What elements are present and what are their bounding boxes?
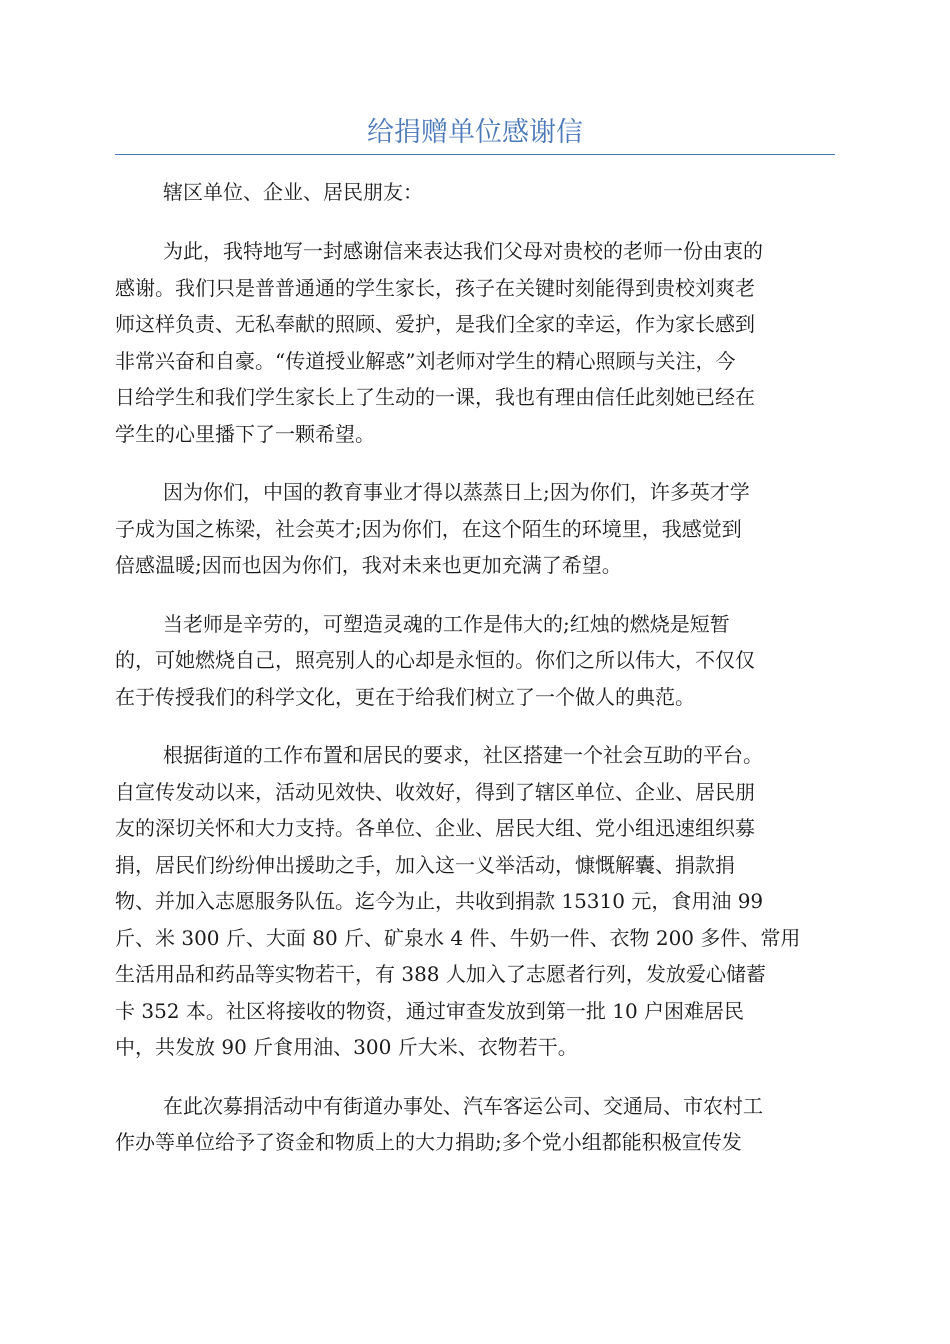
paragraph-line: 非常兴奋和自豪。“传道授业解惑”刘老师对学生的精心照顾与关注，今 xyxy=(115,348,736,373)
paragraph-line: 子成为国之栋梁，社会英才;因为你们，在这个陌生的环境里，我感觉到 xyxy=(115,516,742,541)
paragraph-line: 当老师是辛劳的，可塑造灵魂的工作是伟大的;红烛的燃烧是短暂 xyxy=(163,611,730,636)
paragraph-line: 中，共发放 90 斤食用油、300 斤大米、衣物若干。 xyxy=(115,1035,578,1059)
paragraph-line: 感谢。我们只是普普通通的学生家长，孩子在关键时刻能得到贵校刘爽老 xyxy=(115,275,755,300)
paragraph-line: 根据街道的工作布置和居民的要求，社区搭建一个社会互助的平台。 xyxy=(163,743,763,767)
paragraph-line: 在于传授我们的科学文化，更在于给我们树立了一个做人的典范。 xyxy=(115,684,695,709)
paragraph-line: 的，可她燃烧自己，照亮别人的心却是永恒的。你们之所以伟大，不仅仅 xyxy=(115,648,755,672)
paragraph-line: 为此，我特地写一封感谢信来表达我们父母对贵校的老师一份由衷的 xyxy=(163,239,763,263)
paragraph-line: 物、并加入志愿服务队伍。迄今为止，共收到捐款 15310 元，食用油 99 xyxy=(115,889,764,913)
paragraph-line: 友的深切关怀和大力支持。各单位、企业、居民大组、党小组迅速组织募 xyxy=(115,816,755,840)
letter-body xyxy=(115,174,835,1161)
paragraph-line: 师这样负责、无私奉献的照顾、爱护，是我们全家的幸运，作为家长感到 xyxy=(115,312,755,336)
paragraph-line: 卡 352 本。社区将接收的物资，通过审查发放到第一批 10 户困难居民 xyxy=(115,998,745,1023)
paragraph-line: 倍感温暖;因而也因为你们，我对未来也更加充满了希望。 xyxy=(115,553,622,577)
paragraph-3 xyxy=(115,606,835,716)
paragraph-line: 捐，居民们纷纷伸出援助之手，加入这一义举活动，慷慨解囊、捐款捐 xyxy=(115,852,735,877)
paragraph-4 xyxy=(115,737,835,1066)
paragraph-line: 因为你们，中国的教育事业才得以蒸蒸日上;因为你们，许多英才学 xyxy=(163,480,750,504)
paragraph-line: 学生的心里播下了一颗希望。 xyxy=(115,421,375,446)
paragraph-line: 作办等单位给予了资金和物质上的大力捐助;多个党小组都能积极宣传发 xyxy=(115,1130,742,1154)
paragraph-line: 日给学生和我们学生家长上了生动的一课，我也有理由信任此刻她已经在 xyxy=(115,385,755,409)
paragraph-line: 自宣传发动以来，活动见效快、收效好，得到了辖区单位、企业、居民朋 xyxy=(115,779,755,804)
paragraph-line: 生活用品和药品等实物若干，有 388 人加入了志愿者行列，发放爱心储蓄 xyxy=(115,962,766,986)
title-underline xyxy=(115,154,835,155)
paragraph-1 xyxy=(115,233,835,452)
paragraph-5 xyxy=(115,1088,835,1161)
paragraph-2 xyxy=(115,474,835,584)
document-title: 给捐赠单位感谢信 xyxy=(367,117,583,148)
paragraph-line: 斤、米 300 斤、大面 80 斤、矿泉水 4 件、牛奶一件、衣物 200 多件、常用 xyxy=(115,925,801,950)
paragraph-line: 在此次募捐活动中有街道办事处、汽车客运公司、交通局、市农村工 xyxy=(163,1093,763,1118)
salutation: 辖区单位、企业、居民朋友： xyxy=(163,180,423,204)
